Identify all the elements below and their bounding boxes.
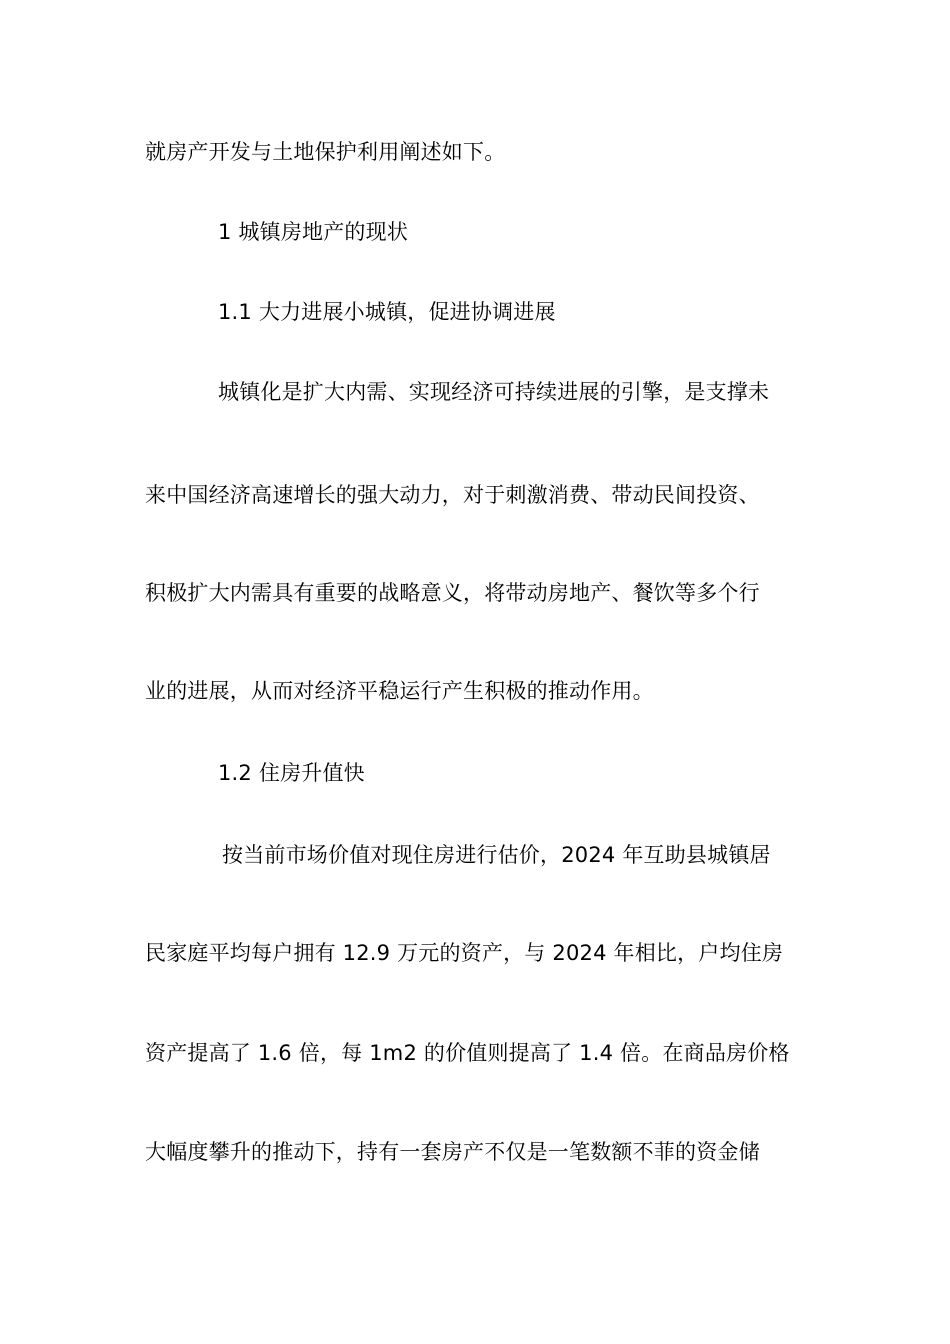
paragraph-line: 民家庭平均每户拥有 12.9 万元的资产，与 2024 年相比，户均住房 [145,941,784,965]
paragraph-line: 就房产开发与土地保护利用阐述如下。 [145,140,506,164]
paragraph-line: 业的进展，从而对经济平稳运行产生积极的推动作用。 [145,679,654,703]
paragraph-line: 来中国经济高速增长的强大动力，对于刺激消费、带动民间投资、 [145,483,760,507]
subsection-heading: 1.2 住房升值快 [218,761,365,785]
paragraph-line: 大幅度攀升的推动下，持有一套房产不仅是一笔数额不菲的资金储 [145,1140,760,1164]
subsection-heading: 1.1 大力进展小城镇，促进协调进展 [218,300,556,324]
section-heading: 1 城镇房地产的现状 [218,220,409,244]
paragraph-line: 按当前市场价值对现住房进行估价，2024 年互助县城镇居 [222,843,771,867]
paragraph-line: 积极扩大内需具有重要的战略意义，将带动房地产、餐饮等多个行 [145,581,760,605]
paragraph-line: 城镇化是扩大内需、实现经济可持续进展的引擎，是支撑未 [218,380,770,404]
paragraph-line: 资产提高了 1.6 倍，每 1m2 的价值则提高了 1.4 倍。在商品房价格 [145,1041,790,1065]
